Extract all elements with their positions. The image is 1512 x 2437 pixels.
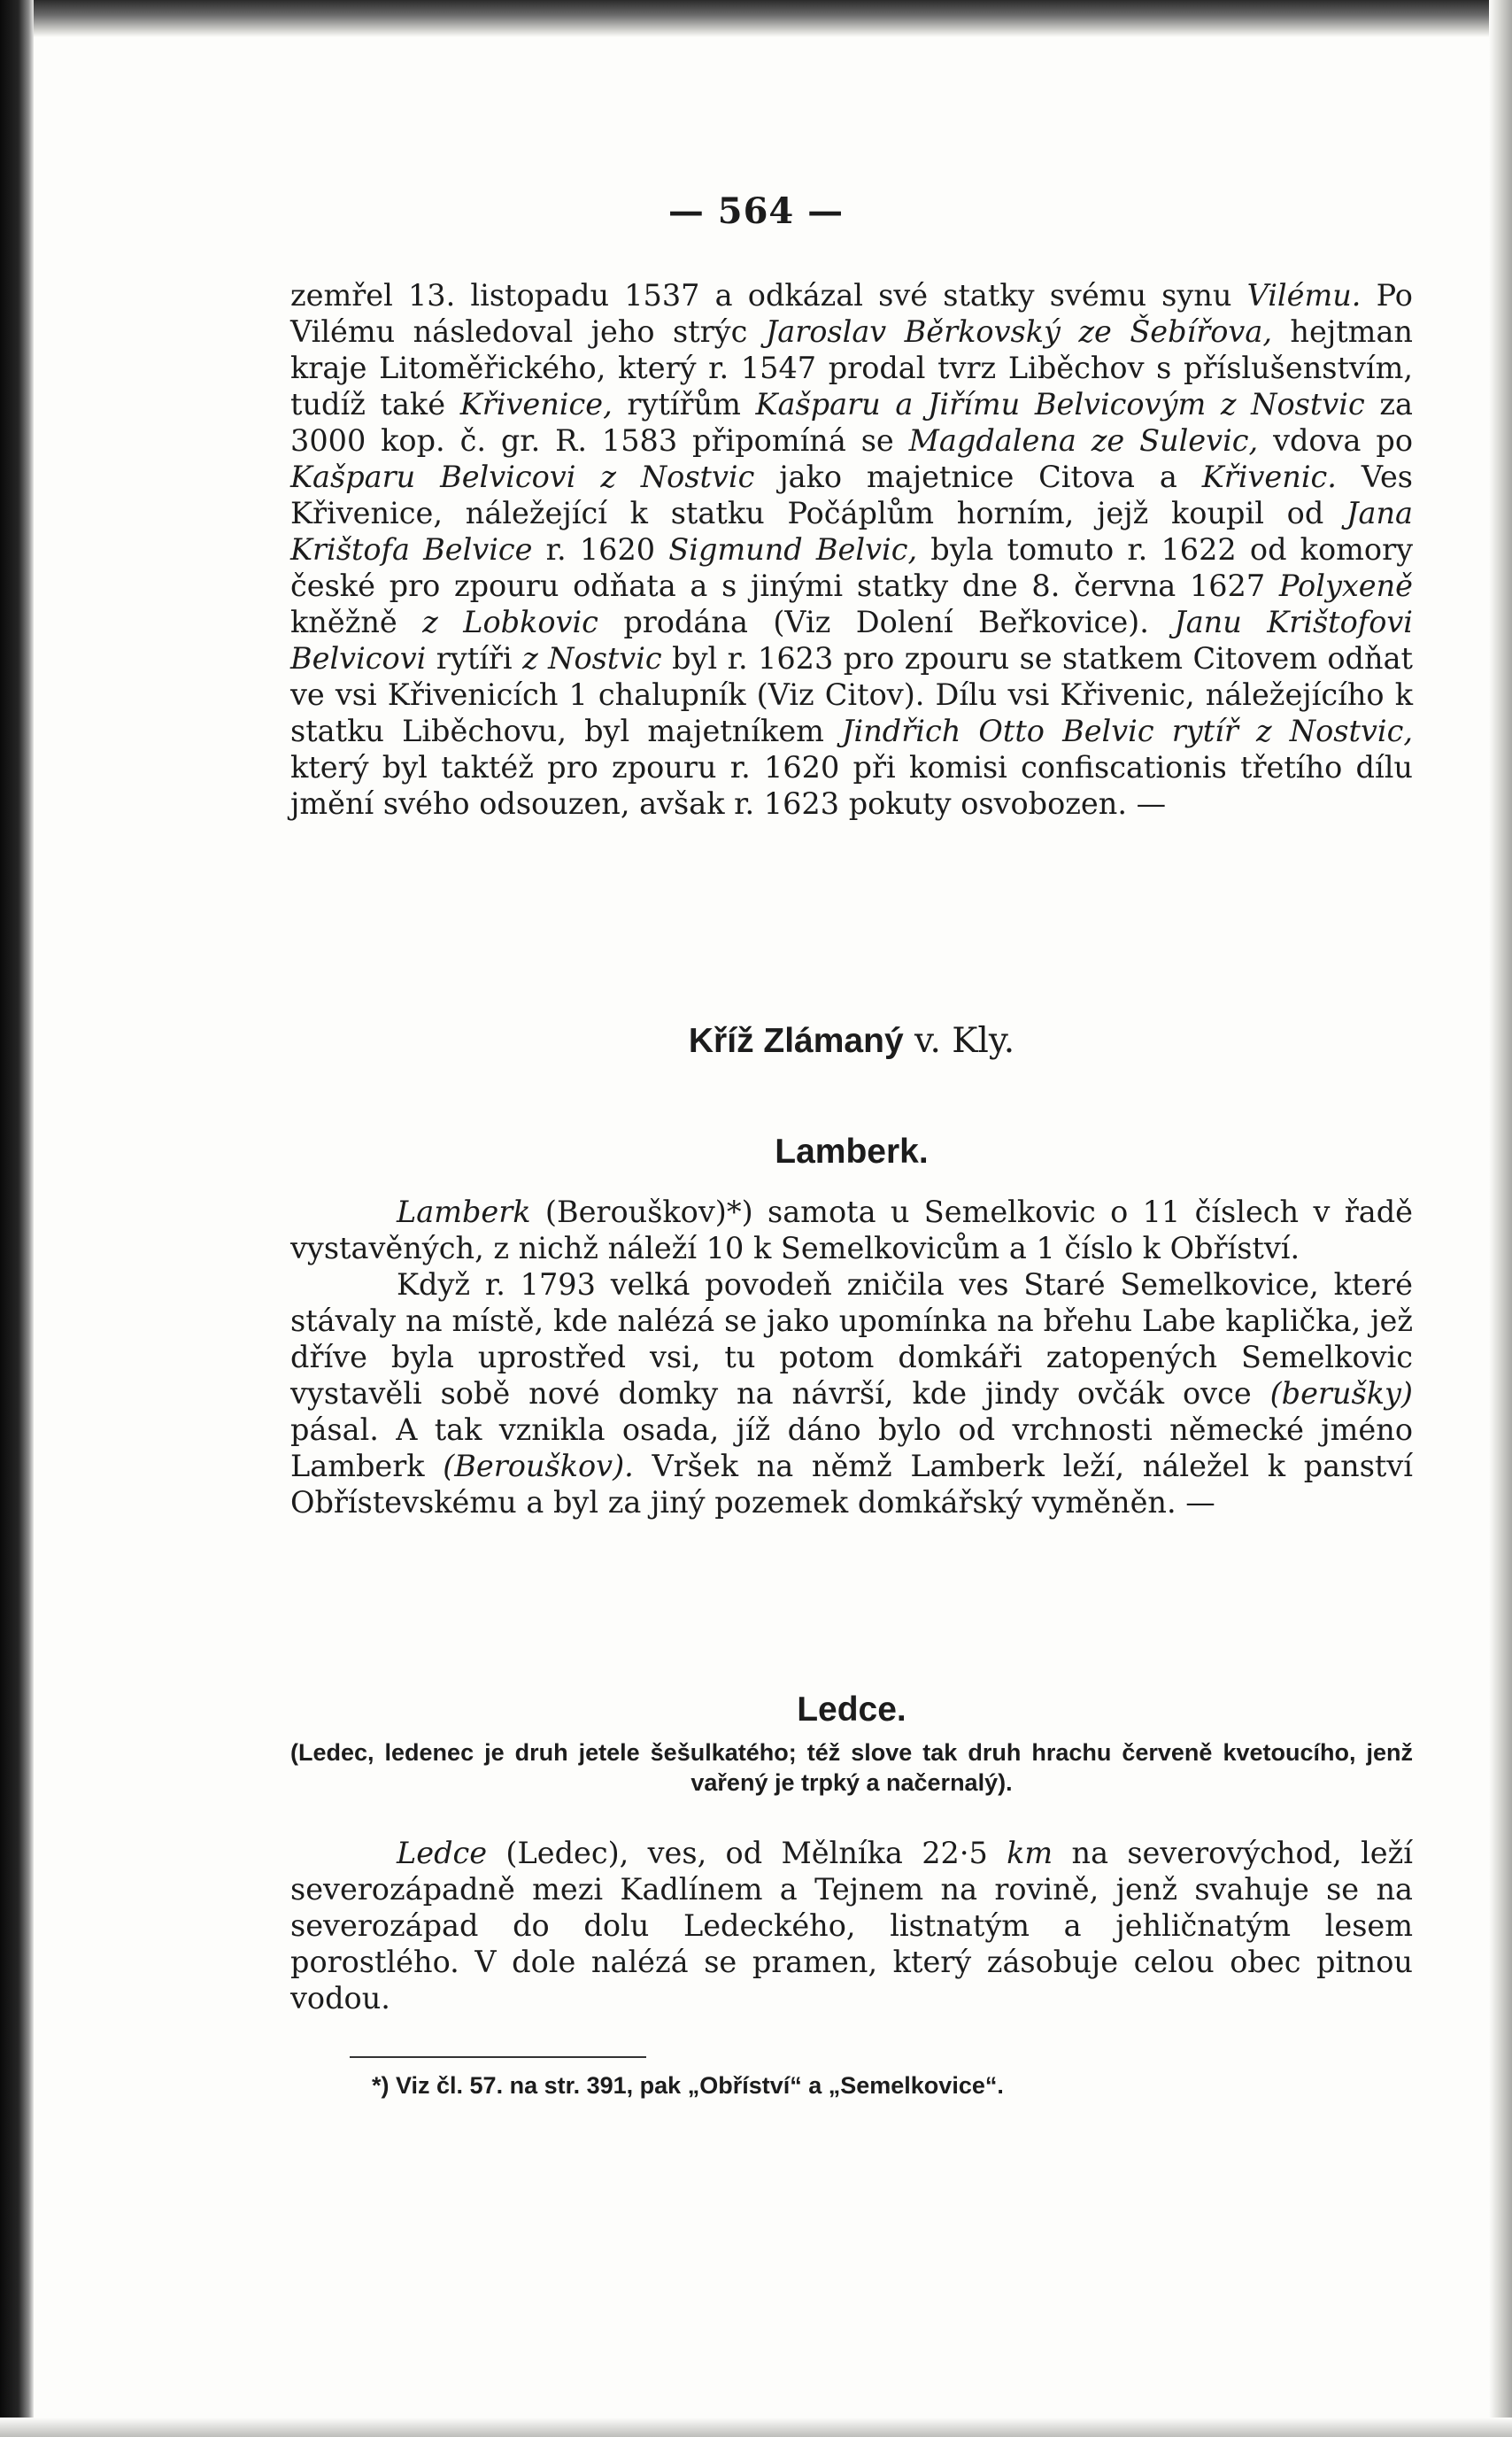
italic-name: Magdalena ze Sulevic, — [908, 423, 1259, 458]
text-run: který byl taktéž pro zpouru r. 1620 při komisi confiscationis třetího dílu jmění svého odsouzen, avšak r. 1623 pokuty osvobozen. — — [290, 750, 1413, 821]
text-run: vdova po — [1258, 423, 1413, 458]
text-run: Vršek na němž Lamberk leží, náležel k panství Obřístevskému a byl za jiný pozemek domkářský vyměněn. — — [290, 1449, 1413, 1520]
paragraph — [290, 1194, 1413, 1266]
paragraph — [290, 1266, 1413, 1520]
text-run: pásal. A tak vznikla osada, jíž dáno bylo od vrchnosti německé jméno Lamberk — [290, 1412, 1413, 1483]
italic-name: Křivenic. — [1201, 460, 1337, 494]
italic-name: Janu Krištofovi Belvicovi — [290, 605, 1413, 676]
entry-heading-kriz-zlamany — [290, 1021, 1413, 1062]
scan-bottom-edge — [0, 2418, 1512, 2437]
text-run: rytíři — [426, 641, 523, 676]
text-run: kněžně — [290, 605, 423, 639]
text-run: (Ledec), ves, od Mělníka 22·5 — [487, 1836, 1007, 1870]
footnote: *) Viz čl. 57. na str. 391, pak „Obříství“ a „Semelkovice“. — [372, 2072, 1004, 2099]
italic-name: z Nostvic — [522, 641, 662, 676]
text-run: jako majetnice Citova a — [754, 460, 1202, 494]
italic-name: Vilému. — [1246, 278, 1362, 313]
page-number: — 564 — — [667, 190, 845, 232]
italic-name: z Lobkovic — [422, 605, 598, 639]
italic-name: Polyxeně — [1278, 569, 1413, 603]
entry-heading-lamberk: Lamberk. — [775, 1133, 929, 1171]
text-run: za 3000 kop. č. gr. R. 1583 připomíná se — [290, 387, 1413, 458]
italic-name: Křivenice, — [459, 387, 613, 422]
italic-name: (Berouškov). — [443, 1449, 634, 1483]
text-run: byla tomuto r. 1622 od komory české pro zpouru odňata a s jinými statky dne 8. června 1627 — [290, 532, 1414, 603]
italic-name: Jindřich Otto Belvic rytíř z Nostvic, — [842, 714, 1413, 748]
italic-name: Kašparu a Jiřímu Belvicovým z Nostvic — [755, 387, 1365, 422]
paragraph — [290, 1835, 1413, 2016]
italic-name: Jaroslav Běrkovský ze Šebířova, — [765, 314, 1272, 349]
scan-top-edge — [0, 0, 1512, 37]
paragraph — [290, 277, 1413, 822]
italic-name: Jana Krištofa Belvice — [290, 496, 1413, 567]
text-run: hejtman kraje Litoměřického, který r. 1547 prodal tvrz Liběchov s příslušenstvím, tudíž také — [290, 314, 1413, 422]
text-run: zemřel 13. listopadu 1537 a odkázal své statky svému synu — [290, 278, 1247, 313]
italic-name: Kašparu Belvicovi z Nostvic — [290, 460, 755, 494]
text-run: rytířům — [612, 387, 756, 422]
italic-name: Lamberk — [397, 1195, 531, 1229]
text-run: (Berouškov)*) samota u Semelkovic o 11 číslech v řadě vystavěných, z nichž náleží 10 k Semelkovicům a 1 číslo k Obříství. — [290, 1195, 1413, 1265]
italic-name: Sigmund Belvic, — [668, 532, 918, 567]
scan-left-edge — [0, 0, 34, 2437]
text-run: byl r. 1623 pro zpouru se statkem Citovem odňat ve vsi Křivenicích 1 chalupník (Viz Citov). Dílu vsi Křivenic, náležejícího k statku Liběchovu, byl majetníkem — [290, 641, 1414, 748]
paragraph-continuation — [290, 277, 1413, 822]
entry-subtitle-ledce: (Ledec, ledenec je druh jetele šešulkatého; též slove tak druh hrachu červeně kvetoucího, jenž vařený je trpký a načernalý). — [290, 1739, 1413, 1796]
entry-title: Kříž Zlámaný — [688, 1022, 904, 1060]
text-run: Ves Křivenice, náležející k statku Počáplům horním, jejž koupil od — [290, 460, 1413, 530]
entry-body-ledce — [290, 1835, 1413, 2016]
entry-body-lamberk — [290, 1194, 1413, 1520]
text-run: Když r. 1793 velká povodeň zničila ves Staré Semelkovice, které stávaly na místě, kde nalézá se jako upomínka na břehu Labe kaplička, jež dříve byla uprostřed vsi, tu potom domkáři zatopených Semelkovic vystavěli sobě nové domky na návrší, kde jindy ovčák ovce — [290, 1267, 1413, 1411]
footnote-separator — [350, 2056, 646, 2058]
cross-reference: v. Kly. — [903, 1021, 1015, 1061]
italic-name: Ledce — [397, 1836, 488, 1870]
italic-name: (berušky) — [1269, 1376, 1413, 1411]
text-run: Po Vilému následoval jeho strýc — [290, 278, 1413, 349]
italic-name: km — [1007, 1836, 1053, 1870]
entry-heading-ledce: Ledce. — [797, 1690, 906, 1729]
text-run: na severovýchod, leží severozápadně mezi Kadlínem a Tejnem na rovině, jenž svahuje se na severozápad do dolu Ledeckého, listnatým a jehličnatým lesem porostlého. V dole nalézá se pramen, který zásobuje celou obec pitnou vodou. — [290, 1836, 1413, 2015]
text-run: r. 1620 — [532, 532, 669, 567]
text-run: prodána (Viz Dolení Beřkovice). — [598, 605, 1175, 639]
scan-right-edge — [1489, 0, 1512, 2437]
